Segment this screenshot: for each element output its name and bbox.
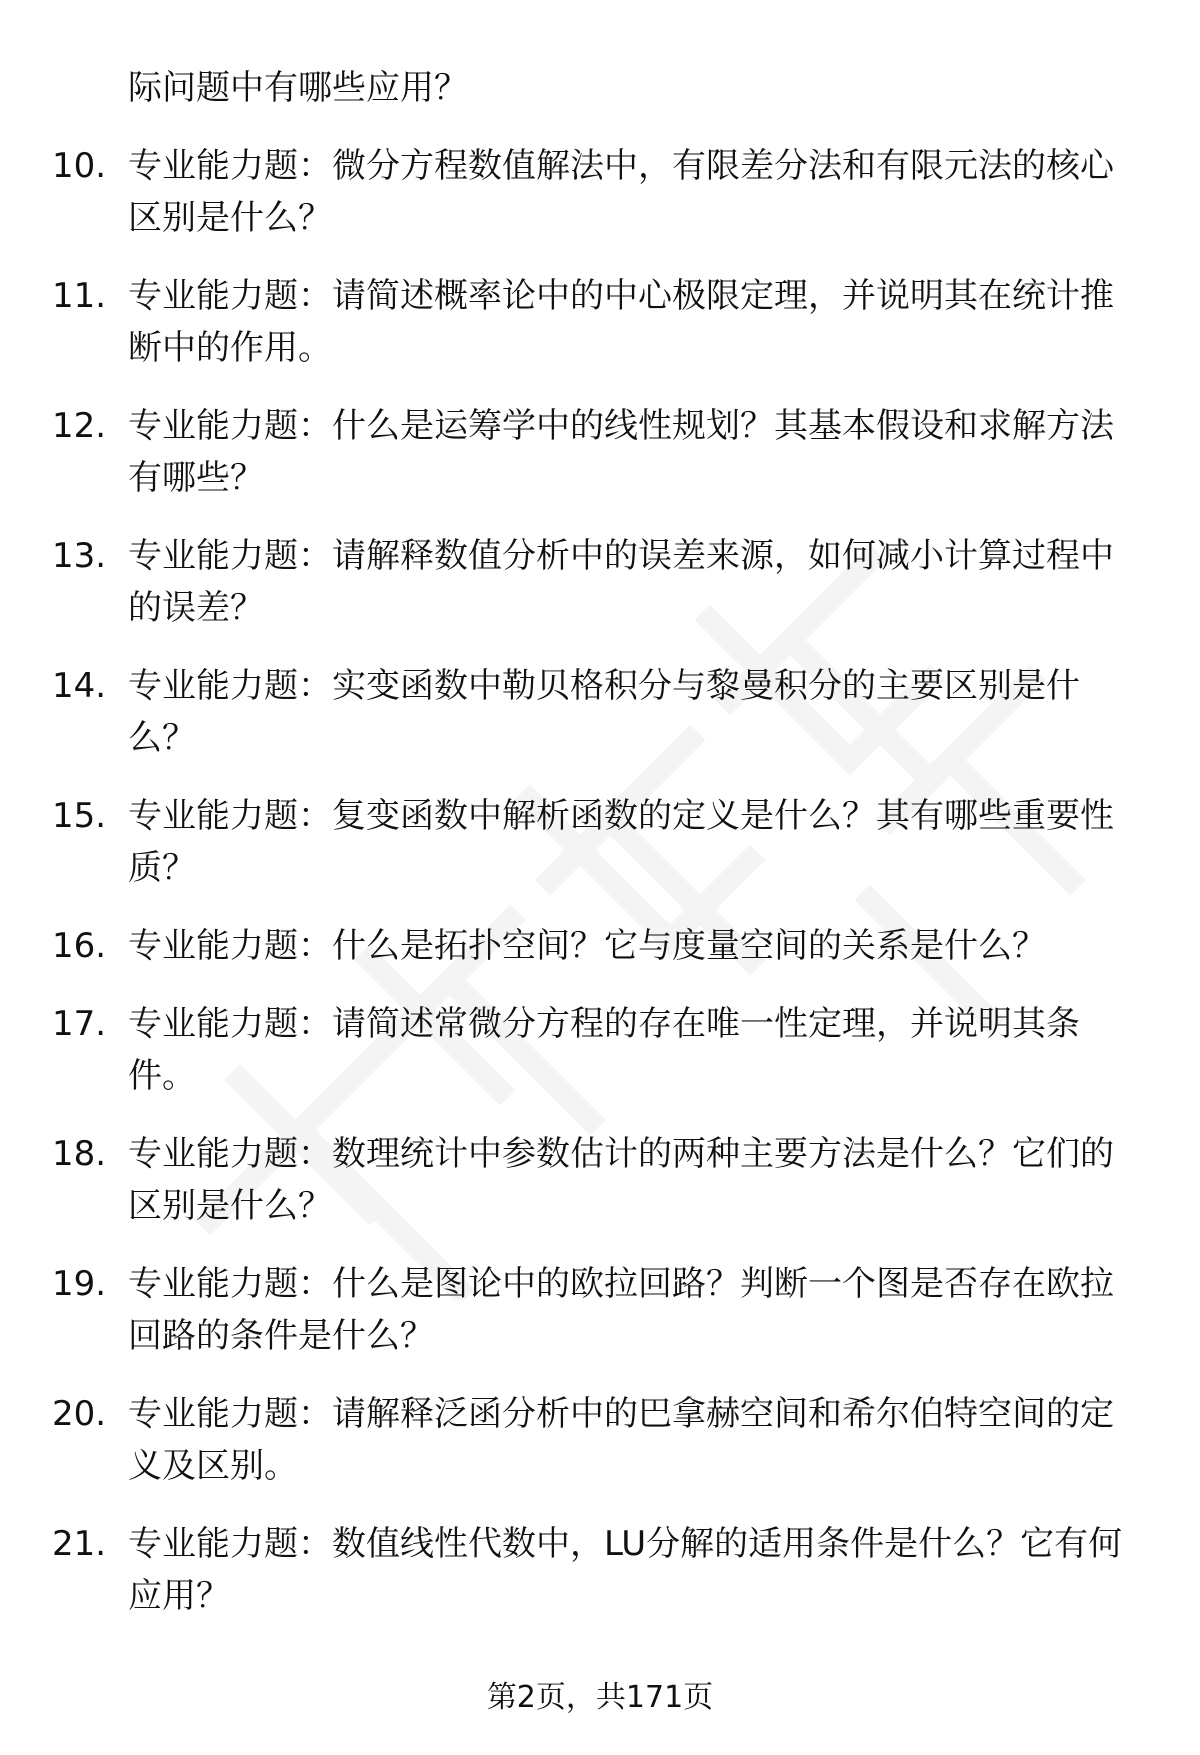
list-item: [52, 998, 1152, 1102]
question-number: 17.: [52, 1004, 107, 1044]
list-item: [52, 1388, 1152, 1492]
question-number: 10.: [52, 146, 107, 186]
list-item: [52, 140, 1152, 244]
question-number: 12.: [52, 406, 107, 446]
question-number: 21.: [52, 1524, 107, 1564]
question-text: 专业能力题：什么是图论中的欧拉回路？判断一个图是否存在欧拉回路的条件是什么？: [128, 1264, 1114, 1356]
question-number: 18.: [52, 1134, 107, 1174]
question-text: 专业能力题：请解释数值分析中的误差来源，如何减小计算过程中的误差？: [128, 536, 1114, 628]
list-item: [52, 920, 1152, 972]
question-number: 11.: [52, 276, 107, 316]
question-text: 专业能力题：请简述概率论中的中心极限定理，并说明其在统计推断中的作用。: [128, 276, 1114, 368]
list-item: [52, 1128, 1152, 1232]
question-number: 20.: [52, 1394, 107, 1434]
list-item: [52, 530, 1152, 634]
question-text: 专业能力题：复变函数中解析函数的定义是什么？其有哪些重要性质？: [128, 796, 1114, 888]
list-item: [52, 1258, 1152, 1362]
page-footer: 第2页，共171页: [486, 1680, 714, 1715]
question-number: 14.: [52, 666, 107, 706]
question-text: 专业能力题：什么是拓扑空间？它与度量空间的关系是什么？: [128, 926, 1046, 966]
list-item: [52, 400, 1152, 504]
question-number: 15.: [52, 796, 107, 836]
question-list: [52, 140, 1152, 1648]
question-text: 专业能力题：什么是运筹学中的线性规划？其基本假设和求解方法有哪些？: [128, 406, 1114, 498]
question-text: 专业能力题：实变函数中勒贝格积分与黎曼积分的主要区别是什么？: [128, 666, 1080, 758]
question-number: 16.: [52, 926, 107, 966]
question-text: 专业能力题：数理统计中参数估计的两种主要方法是什么？它们的区别是什么？: [128, 1134, 1114, 1226]
question-text: 专业能力题：请简述常微分方程的存在唯一性定理，并说明其条件。: [128, 1004, 1080, 1096]
list-item: [52, 660, 1152, 764]
question-number: 19.: [52, 1264, 107, 1304]
question-number: 13.: [52, 536, 107, 576]
list-item: [52, 790, 1152, 894]
question-text: 专业能力题：数值线性代数中，LU分解的适用条件是什么？它有何应用？: [128, 1524, 1123, 1616]
question-continuation: 际问题中有哪些应用？: [128, 68, 468, 108]
question-text: 专业能力题：微分方程数值解法中，有限差分法和有限元法的核心区别是什么？: [128, 146, 1114, 238]
list-item: [52, 1518, 1152, 1622]
question-text: 专业能力题：请解释泛函分析中的巴拿赫空间和希尔伯特空间的定义及区别。: [128, 1394, 1114, 1486]
list-item: [52, 270, 1152, 374]
